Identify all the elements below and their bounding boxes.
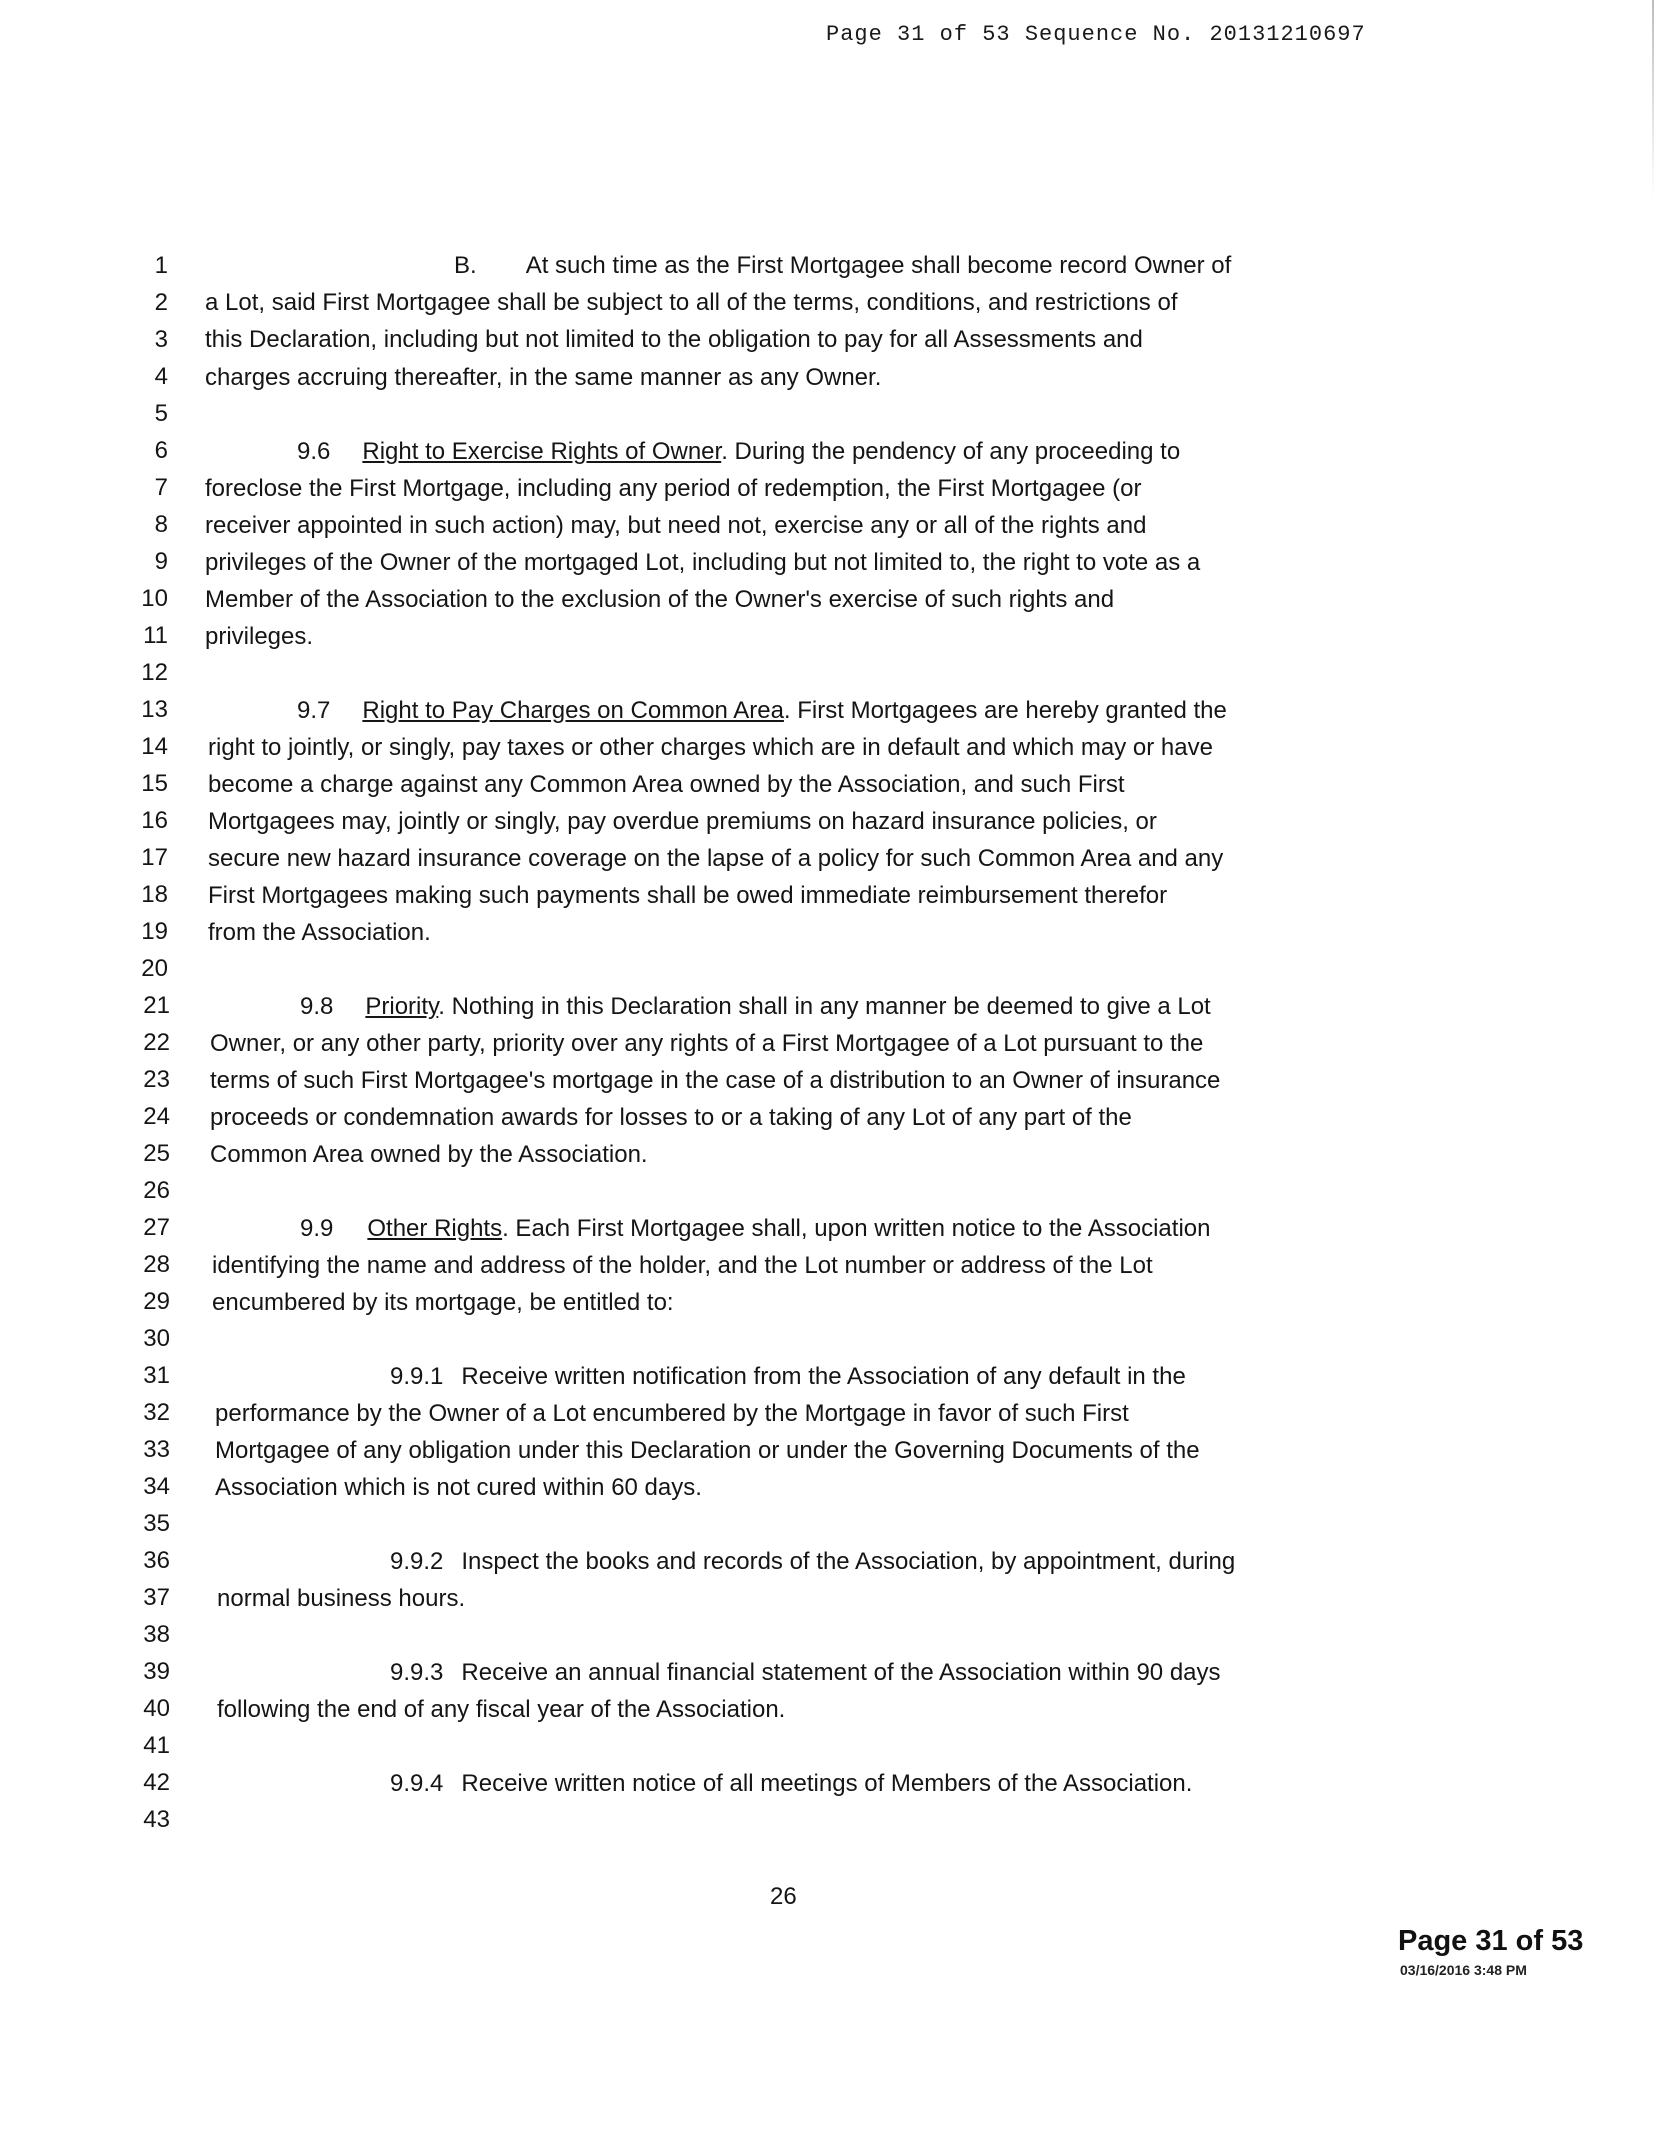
subsection-9-9-3 bbox=[390, 1658, 1221, 1688]
paragraph-label: B. bbox=[454, 252, 477, 279]
line-number: 33 bbox=[143, 1436, 170, 1463]
section-number: 9.9.2 bbox=[390, 1548, 444, 1575]
line-number: 26 bbox=[143, 1177, 170, 1204]
line-number: 17 bbox=[141, 844, 168, 871]
text-line: Member of the Association to the exclusion of the Owner's exercise of such rights and bbox=[205, 586, 1115, 613]
text-line: become a charge against any Common Area owned by the Association, and such First bbox=[208, 771, 1125, 798]
text-line: privileges of the Owner of the mortgaged Lot, including but not limited to, the right to vote as a bbox=[205, 549, 1201, 576]
line-number: 5 bbox=[154, 400, 168, 427]
line-number: 32 bbox=[143, 1399, 170, 1426]
text-line: right to jointly, or singly, pay taxes or other charges which are in default and which may or have bbox=[208, 734, 1213, 761]
text-line: identifying the name and address of the holder, and the Lot number or address of the Lot bbox=[212, 1252, 1153, 1279]
line-number: 2 bbox=[154, 289, 168, 316]
text-line: . Each First Mortgagee shall, upon written notice to the Association bbox=[502, 1215, 1211, 1242]
line-number: 28 bbox=[143, 1251, 170, 1278]
text-line: encumbered by its mortgage, be entitled to: bbox=[212, 1289, 674, 1316]
text-line: Receive an annual financial statement of the Association within 90 days bbox=[461, 1659, 1221, 1686]
text-line: charges accruing thereafter, in the same manner as any Owner. bbox=[205, 364, 882, 391]
line-number: 35 bbox=[143, 1510, 170, 1537]
section-number: 9.9.4 bbox=[390, 1770, 444, 1797]
line-number: 37 bbox=[143, 1584, 170, 1611]
section-9-6-heading bbox=[297, 437, 1180, 467]
footer-timestamp: 03/16/2016 3:48 PM bbox=[1400, 1962, 1527, 1978]
text-line: Association which is not cured within 60 days. bbox=[215, 1474, 702, 1501]
line-number: 36 bbox=[143, 1547, 170, 1574]
line-number: 19 bbox=[141, 918, 168, 945]
subsection-9-9-1 bbox=[390, 1362, 1186, 1392]
section-9-9-heading bbox=[300, 1214, 1210, 1244]
line-number: 7 bbox=[154, 474, 168, 501]
line-number: 39 bbox=[143, 1658, 170, 1685]
text-line: Receive written notice of all meetings of Members of the Association. bbox=[461, 1770, 1193, 1797]
text-line: secure new hazard insurance coverage on the lapse of a policy for such Common Area and any bbox=[208, 845, 1224, 872]
paragraph-b bbox=[454, 251, 1231, 281]
section-number: 9.6 bbox=[297, 438, 331, 465]
text-line: following the end of any fiscal year of the Association. bbox=[217, 1696, 786, 1723]
line-number: 31 bbox=[143, 1362, 170, 1389]
text-line: proceeds or condemnation awards for losses to or a taking of any Lot of any part of the bbox=[210, 1104, 1132, 1131]
page-number: 26 bbox=[770, 1883, 797, 1910]
text-line: . During the pendency of any proceeding to bbox=[721, 438, 1181, 465]
line-number: 30 bbox=[143, 1325, 170, 1352]
line-number: 10 bbox=[141, 585, 168, 612]
section-number: 9.9 bbox=[300, 1215, 334, 1242]
line-number: 42 bbox=[143, 1769, 170, 1796]
text-line: Inspect the books and records of the Association, by appointment, during bbox=[461, 1548, 1236, 1575]
line-number: 15 bbox=[141, 770, 168, 797]
line-number: 1 bbox=[154, 252, 168, 279]
text-line: from the Association. bbox=[208, 919, 431, 946]
line-number: 6 bbox=[154, 437, 168, 464]
footer-page-count: Page 31 of 53 bbox=[1398, 1925, 1584, 1957]
line-number: 25 bbox=[143, 1140, 170, 1167]
text-line: terms of such First Mortgagee's mortgage in the case of a distribution to an Owner of insurance bbox=[210, 1067, 1221, 1094]
line-number: 11 bbox=[143, 622, 168, 649]
line-number: 16 bbox=[141, 807, 168, 834]
line-number: 20 bbox=[141, 955, 168, 982]
line-number: 18 bbox=[141, 881, 168, 908]
subsection-9-9-2 bbox=[390, 1547, 1235, 1577]
text-line: a Lot, said First Mortgagee shall be subject to all of the terms, conditions, and restrictions of bbox=[205, 289, 1178, 316]
text-line: First Mortgagees making such payments shall be owed immediate reimbursement therefor bbox=[208, 882, 1168, 909]
line-number: 3 bbox=[154, 326, 168, 353]
line-number: 29 bbox=[143, 1288, 170, 1315]
line-number: 43 bbox=[143, 1806, 170, 1833]
section-title: Right to Exercise Rights of Owner bbox=[362, 438, 722, 465]
scan-edge-line bbox=[1652, 0, 1654, 200]
line-number: 27 bbox=[143, 1214, 170, 1241]
line-number: 34 bbox=[143, 1473, 170, 1500]
line-number: 38 bbox=[143, 1621, 170, 1648]
line-number: 23 bbox=[143, 1066, 170, 1093]
line-number: 21 bbox=[143, 992, 170, 1019]
section-number: 9.9.1 bbox=[390, 1363, 444, 1390]
text-line: Common Area owned by the Association. bbox=[210, 1141, 648, 1168]
page-header: Page 31 of 53 Sequence No. 20131210697 bbox=[826, 22, 1366, 47]
text-line: At such time as the First Mortgagee shall become record Owner of bbox=[525, 252, 1232, 279]
text-line: receiver appointed in such action) may, but need not, exercise any or all of the rights and bbox=[205, 512, 1147, 539]
text-line: foreclose the First Mortgage, including any period of redemption, the First Mortgagee (or bbox=[205, 475, 1142, 502]
text-line: Mortgagee of any obligation under this Declaration or under the Governing Documents of the bbox=[215, 1437, 1200, 1464]
line-number: 41 bbox=[143, 1732, 170, 1759]
text-line: Receive written notification from the Association of any default in the bbox=[461, 1363, 1186, 1390]
line-number: 40 bbox=[143, 1695, 170, 1722]
text-line: . First Mortgagees are hereby granted the bbox=[783, 697, 1227, 724]
section-9-8-heading bbox=[300, 992, 1211, 1022]
line-number: 12 bbox=[141, 659, 168, 686]
text-line: performance by the Owner of a Lot encumbered by the Mortgage in favor of such First bbox=[215, 1400, 1129, 1427]
section-title: Right to Pay Charges on Common Area bbox=[362, 697, 784, 724]
text-line: normal business hours. bbox=[217, 1585, 466, 1612]
line-number: 4 bbox=[154, 363, 168, 390]
text-line: Mortgagees may, jointly or singly, pay overdue premiums on hazard insurance policies, or bbox=[208, 808, 1157, 835]
section-number: 9.7 bbox=[297, 697, 331, 724]
line-number: 9 bbox=[154, 548, 168, 575]
line-number: 24 bbox=[143, 1103, 170, 1130]
section-number: 9.9.3 bbox=[390, 1659, 444, 1686]
section-title: Priority bbox=[365, 993, 439, 1020]
text-line: privileges. bbox=[205, 623, 314, 650]
line-number: 8 bbox=[154, 511, 168, 538]
section-title: Other Rights bbox=[367, 1215, 503, 1242]
line-number: 22 bbox=[143, 1029, 170, 1056]
line-number: 14 bbox=[141, 733, 168, 760]
text-line: Owner, or any other party, priority over any rights of a First Mortgagee of a Lot pursuant to the bbox=[210, 1030, 1204, 1057]
section-9-7-heading bbox=[297, 696, 1227, 726]
subsection-9-9-4 bbox=[390, 1769, 1192, 1799]
section-number: 9.8 bbox=[300, 993, 334, 1020]
line-number: 13 bbox=[141, 696, 168, 723]
text-line: this Declaration, including but not limited to the obligation to pay for all Assessments and bbox=[205, 326, 1143, 353]
text-line: . Nothing in this Declaration shall in any manner be deemed to give a Lot bbox=[438, 993, 1211, 1020]
